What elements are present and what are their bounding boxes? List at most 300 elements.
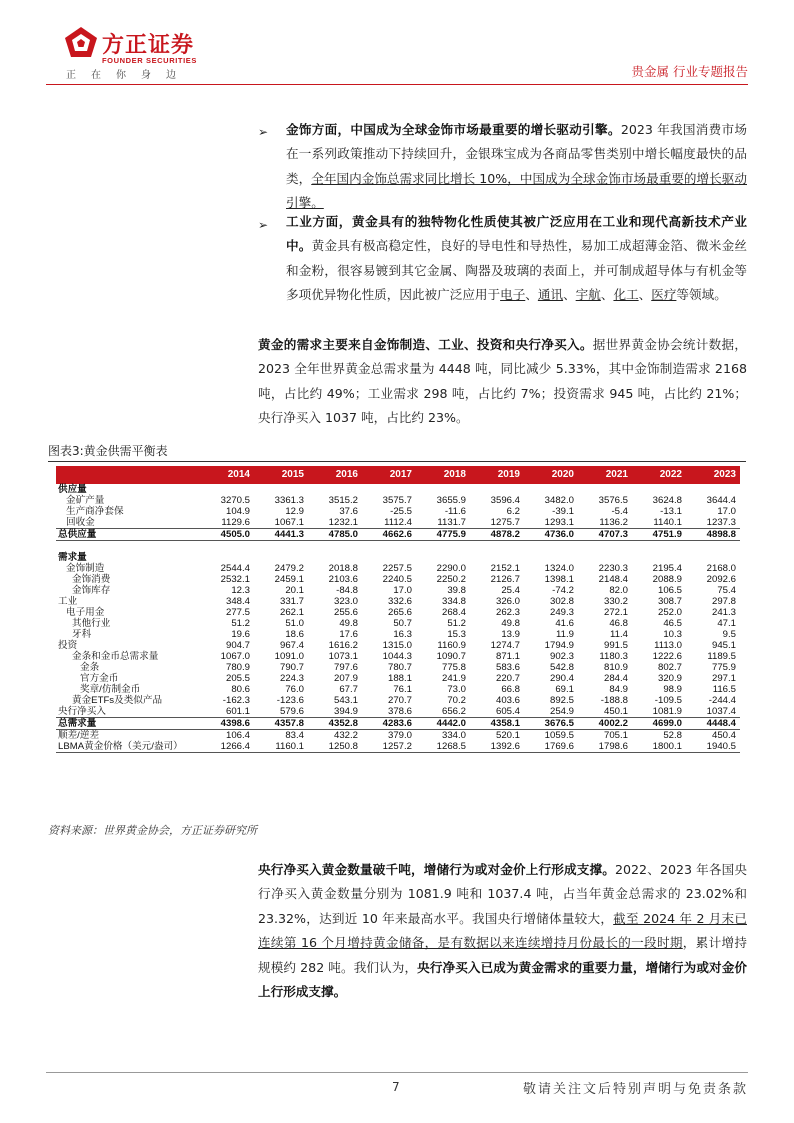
cell-value: -84.8 <box>336 584 358 596</box>
cell-value: 9.5 <box>722 628 736 640</box>
cell-value: 2544.4 <box>220 562 250 574</box>
cell-value: 4785.0 <box>308 529 362 541</box>
cell-value: 2230.3 <box>598 562 628 574</box>
cell-value: 12.3 <box>231 584 250 596</box>
cell-value: 1113.0 <box>654 639 682 651</box>
table-row <box>56 695 740 706</box>
row-label: 金饰库存 <box>72 584 111 596</box>
cell-value: 1794.9 <box>544 639 574 651</box>
row-label: 央行净买入 <box>58 705 106 717</box>
table-row <box>56 517 740 529</box>
header-year: 2015 <box>254 466 308 484</box>
report-category: 贵金属 行业专题报告 <box>631 64 748 79</box>
cell-value: 967.4 <box>279 639 304 651</box>
cell-value: 249.3 <box>549 606 574 618</box>
central-bank-paragraph <box>258 858 747 1004</box>
header-year: 2019 <box>470 466 524 484</box>
row-label: 金矿产量 <box>66 495 105 506</box>
cell-value: 1067.1 <box>274 517 304 528</box>
cell-value: 241.3 <box>711 606 736 618</box>
cell-value: 73.0 <box>447 683 466 695</box>
cell-value: 1398.1 <box>544 573 574 585</box>
cell-value: 403.6 <box>495 694 520 706</box>
cell-value: 17.6 <box>339 628 358 640</box>
cell-value: 656.2 <box>441 705 466 717</box>
cell-value: 2532.1 <box>220 573 250 585</box>
cell-value: 297.1 <box>711 672 736 684</box>
cell-value: 3575.7 <box>382 495 412 506</box>
table-row <box>56 563 740 574</box>
cell-value: 17.0 <box>717 506 736 517</box>
cell-value: 450.1 <box>603 705 628 717</box>
cell-value: 1160.9 <box>437 639 466 651</box>
cell-value: 3655.9 <box>436 495 466 506</box>
cell-value: -188.8 <box>600 694 628 706</box>
cell-value: 334.0 <box>441 729 466 741</box>
logo-english-name: FOUNDER SECURITIES <box>102 56 197 65</box>
cell-value: 41.6 <box>555 617 574 629</box>
table-row <box>56 618 740 629</box>
disclaimer-link[interactable]: 敬请关注文后特别声明与免责条款 <box>522 1082 748 1097</box>
cell-value: -13.1 <box>660 506 682 517</box>
spacer-row <box>56 541 740 552</box>
row-label: 其他行业 <box>72 617 111 629</box>
cell-value: 98.9 <box>663 683 682 695</box>
cell-value: 76.1 <box>393 683 412 695</box>
cell-value: 3624.8 <box>652 495 682 506</box>
cell-value: 2168.0 <box>706 562 736 574</box>
cell-value: 1112.4 <box>384 517 412 528</box>
cell-value: 12.9 <box>285 506 304 517</box>
industry-aerospace: 宇航 <box>575 287 601 303</box>
row-label: 电子用金 <box>66 606 105 618</box>
cell-value: 106.4 <box>225 729 250 741</box>
cell-value: 450.4 <box>711 729 736 741</box>
header-year: 2020 <box>524 466 578 484</box>
industry-medical: 医疗 <box>651 287 677 303</box>
table-body <box>56 484 740 752</box>
cell-value: 262.1 <box>279 606 304 618</box>
cell-value: 3644.4 <box>706 495 736 506</box>
header-year: 2022 <box>632 466 686 484</box>
cell-value: 116.5 <box>712 683 736 695</box>
section-label: 供应量 <box>58 484 87 495</box>
cell-value: 265.6 <box>387 606 412 618</box>
cell-value: 1392.6 <box>470 741 524 753</box>
cell-value: 432.2 <box>333 729 358 741</box>
table-title: 图表3:黄金供需平衡表 <box>48 444 168 458</box>
cell-value: 1059.5 <box>544 729 574 741</box>
cell-value: 1160.1 <box>254 741 308 753</box>
cell-value: 583.6 <box>495 661 520 673</box>
cell-value: 50.7 <box>393 617 412 629</box>
cell-value: -25.5 <box>390 506 412 517</box>
cell-value: 1131.7 <box>437 517 466 528</box>
cell-value: 4751.9 <box>632 529 686 541</box>
table-row <box>56 684 740 695</box>
cell-value: 4505.0 <box>200 529 254 541</box>
cell-value: 1044.3 <box>382 650 412 662</box>
cell-value: 3676.5 <box>524 717 578 729</box>
row-label: 回收金 <box>66 517 95 528</box>
cell-value: 75.4 <box>717 584 736 596</box>
cell-value: 17.0 <box>393 584 412 596</box>
cell-value: 2290.0 <box>436 562 466 574</box>
cell-value: 945.1 <box>711 639 736 651</box>
total-row <box>56 529 740 541</box>
header-label-cell <box>56 466 200 484</box>
cell-value: 2195.4 <box>652 562 682 574</box>
cell-value: 284.4 <box>603 672 628 684</box>
cell-value: 241.9 <box>441 672 466 684</box>
cell-value: 1136.2 <box>599 517 628 528</box>
cell-value: 379.0 <box>387 729 412 741</box>
row-label: 官方金币 <box>80 672 119 684</box>
cell-value: 601.1 <box>225 705 250 717</box>
industry-electronics: 电子 <box>500 287 526 303</box>
cell-value: -162.3 <box>222 694 250 706</box>
row-label: 金饰消费 <box>72 573 111 585</box>
row-label: 牙科 <box>72 628 92 640</box>
table-row <box>56 741 740 753</box>
table-row <box>56 662 740 673</box>
cell-value: 207.9 <box>333 672 358 684</box>
cell-value: 802.7 <box>657 661 682 673</box>
cell-value: 308.7 <box>657 595 682 607</box>
cell-value: 2103.6 <box>328 573 358 585</box>
cell-value: 1798.6 <box>578 741 632 753</box>
cell-value: 2479.2 <box>274 562 304 574</box>
cell-value: 4775.9 <box>416 529 470 541</box>
logo-name: 方正证券 <box>102 33 195 58</box>
cell-value: 252.0 <box>657 606 682 618</box>
cell-value: 1275.7 <box>490 517 520 528</box>
table-row <box>56 673 740 684</box>
cell-value: 70.2 <box>447 694 466 706</box>
cell-value: 1129.6 <box>221 517 250 528</box>
central-bank-conclusion: 央行净买入已成为黄金需求的重要力量，增储行为或对金价上行形成支撑。 <box>258 959 748 1000</box>
row-label: 工业 <box>58 595 78 607</box>
cell-value: 2126.7 <box>490 573 520 585</box>
row-label: 总需求量 <box>56 717 200 729</box>
cell-value: 20.1 <box>285 584 304 596</box>
cell-value: 4358.1 <box>470 717 524 729</box>
cell-value: 6.2 <box>506 506 520 517</box>
cell-value: 2088.9 <box>652 573 682 585</box>
cell-value: -109.5 <box>654 694 682 706</box>
cell-value: 3596.4 <box>490 495 520 506</box>
founder-logo-icon <box>64 26 98 58</box>
cell-value: 4699.0 <box>632 717 686 729</box>
cell-value: 904.7 <box>225 639 250 651</box>
cell-value: 11.9 <box>556 628 574 640</box>
cell-value: 1081.9 <box>652 705 682 717</box>
cell-value: 1140.1 <box>653 517 682 528</box>
cell-value: -11.6 <box>444 506 466 517</box>
page-number: 7 <box>392 1080 400 1094</box>
cell-value: 394.9 <box>333 705 358 717</box>
cell-value: 543.1 <box>333 694 358 706</box>
industry-heading: 工业方面，黄金具有的独特物化性质使其被广泛应用在工业和现代高新技术产业中。 <box>286 214 747 254</box>
cell-value: 4357.8 <box>254 717 308 729</box>
cell-value: 262.3 <box>495 606 520 618</box>
cell-value: 11.4 <box>610 628 628 640</box>
row-label: 金条 <box>80 661 100 673</box>
cell-value: 542.8 <box>549 661 574 673</box>
demand-heading: 黄金的需求主要来自金饰制造、工业、投资和央行净买入。 <box>258 337 593 352</box>
cell-value: 297.8 <box>711 595 736 607</box>
cell-value: 4898.8 <box>686 529 740 541</box>
cell-value: -244.4 <box>708 694 736 706</box>
cell-value: 1189.5 <box>707 650 736 662</box>
cell-value: 66.8 <box>501 683 520 695</box>
cell-value: 80.6 <box>231 683 250 695</box>
cell-value: 775.9 <box>711 661 736 673</box>
central-bank-text-2: ，累计增持规模约 282 吨。我们认为， <box>258 935 747 975</box>
cell-value: 39.8 <box>447 584 466 596</box>
cell-value: 268.4 <box>441 606 466 618</box>
cell-value: 51.2 <box>231 617 250 629</box>
cell-value: 25.4 <box>501 584 520 596</box>
cell-value: 797.6 <box>333 661 358 673</box>
cell-value: 332.6 <box>387 595 412 607</box>
cell-value: 4398.6 <box>200 717 254 729</box>
cell-value: 69.1 <box>555 683 574 695</box>
cell-value: 52.8 <box>663 729 682 741</box>
row-label: 奖章/仿制金币 <box>80 683 141 695</box>
cell-value: 37.6 <box>339 506 358 517</box>
cell-value: 4442.0 <box>416 717 470 729</box>
cell-value: 2459.1 <box>274 573 304 585</box>
section-row <box>56 552 740 563</box>
table-row <box>56 629 740 640</box>
cell-value: 49.8 <box>339 617 358 629</box>
cell-value: 4441.3 <box>254 529 308 541</box>
cell-value: 1616.2 <box>328 639 358 651</box>
cell-value: 705.1 <box>603 729 628 741</box>
cell-value: 1037.4 <box>706 705 736 717</box>
cell-value: 1800.1 <box>632 741 686 753</box>
jewelry-heading: 金饰方面，中国成为全球金饰市场最重要的增长驱动引擎。 <box>286 122 621 137</box>
industry-text: 黄金具有极高稳定性，良好的导电性和导热性，易加工成超薄金箔、微米金丝和金粉，很容易镀到其它金属、陶器及玻璃的表面上，并可制成超导体与有机金等多项优异物化性质，因此被广泛应用于 <box>286 238 748 303</box>
cell-value: 76.0 <box>285 683 304 695</box>
cell-value: 1324.0 <box>544 562 574 574</box>
cell-value: 19.6 <box>231 628 250 640</box>
cell-value: 320.9 <box>657 672 682 684</box>
cell-value: 302.8 <box>549 595 574 607</box>
row-label: 顺差/逆差 <box>58 729 100 741</box>
central-bank-text: 2022、2023 年各国央行净买入黄金数量分别为 1081.9 吨和 1037.4 吨，占当年黄金总需求的 23.02%和 23.32%，达到近 10 年来最高水平。我国央行增储体量较大， <box>258 862 748 926</box>
jewelry-paragraph <box>286 118 747 216</box>
cell-value: 4662.6 <box>362 529 416 541</box>
cell-value: 2018.8 <box>328 562 358 574</box>
cell-value: 3270.5 <box>220 495 250 506</box>
cell-value: 1293.1 <box>544 517 574 528</box>
cell-value: 3361.3 <box>274 495 304 506</box>
cell-value: 775.8 <box>441 661 466 673</box>
cell-value: 605.4 <box>495 705 520 717</box>
row-label: 金条和金币总需求量 <box>72 650 159 662</box>
row-label: 总供应量 <box>56 529 200 541</box>
header-year: 2014 <box>200 466 254 484</box>
cell-value: 871.1 <box>495 650 520 662</box>
cell-value: 4878.2 <box>470 529 524 541</box>
cell-value: 2250.2 <box>436 573 466 585</box>
cell-value: -123.6 <box>276 694 304 706</box>
cell-value: 51.2 <box>447 617 466 629</box>
cell-value: 277.5 <box>225 606 250 618</box>
cell-value: 104.9 <box>225 506 250 517</box>
cell-value: 1091.0 <box>274 650 304 662</box>
table-source: 资料来源：世界黄金协会，方正证券研究所 <box>48 824 257 837</box>
cell-value: 290.4 <box>549 672 574 684</box>
table-row <box>56 495 740 506</box>
header-year: 2018 <box>416 466 470 484</box>
cell-value: 83.4 <box>285 729 304 741</box>
cell-value: 2092.6 <box>706 573 736 585</box>
table-row <box>56 574 740 585</box>
cell-value: 46.8 <box>609 617 628 629</box>
cell-value: 1180.3 <box>599 650 628 662</box>
cell-value: 326.0 <box>495 595 520 607</box>
cell-value: 82.0 <box>609 584 628 596</box>
central-bank-highlight: 截至 2024 年 2 月末已连续第 16 个月增持黄金储备，是有数据以来连续增持月份最长的一段时期 <box>258 910 747 951</box>
cell-value: 51.0 <box>285 617 304 629</box>
cell-value: 378.6 <box>387 705 412 717</box>
cell-value: 330.2 <box>603 595 628 607</box>
cell-value: 1222.6 <box>652 650 682 662</box>
cell-value: 1266.4 <box>200 741 254 753</box>
table-row <box>56 506 740 517</box>
cell-value: 47.1 <box>717 617 736 629</box>
cell-value: 254.9 <box>549 705 574 717</box>
header-year: 2016 <box>308 466 362 484</box>
cell-value: 224.3 <box>279 672 304 684</box>
cell-value: 4707.3 <box>578 529 632 541</box>
cell-value: 1232.1 <box>328 517 358 528</box>
industry-chemical: 化工 <box>613 287 639 303</box>
cell-value: 331.7 <box>279 595 304 607</box>
cell-value: 348.4 <box>225 595 250 607</box>
table-row <box>56 596 740 607</box>
table-header-row <box>56 466 740 484</box>
section-row-supply <box>56 484 740 495</box>
row-label: 黄金ETFs及类似产品 <box>72 694 163 706</box>
cell-value: 520.1 <box>495 729 520 741</box>
jewelry-text: 2023 年我国消费市场在一系列政策推动下持续回升，金银珠宝成为各商品零售类别中增长幅度最快的品类， <box>286 122 748 186</box>
cell-value: 991.5 <box>603 639 628 651</box>
cell-value: 46.5 <box>663 617 682 629</box>
cell-value: -74.2 <box>552 584 574 596</box>
cell-value: 84.9 <box>609 683 628 695</box>
cell-value: 272.1 <box>603 606 628 618</box>
cell-value: 2148.4 <box>598 573 628 585</box>
arrow-bullet-icon: ➢ <box>258 218 269 232</box>
cell-value: 67.7 <box>339 683 358 695</box>
cell-value: 4352.8 <box>308 717 362 729</box>
cell-value: 1090.7 <box>436 650 466 662</box>
industry-paragraph: 工业方面，黄金具有的独特物化性质使其被广泛应用在工业和现代高新技术产业中。黄金具有极高稳定性，良好的导电性和导热性，易加工成超薄金箔、微米金丝和金粉，很容易镀到其它金属、陶器及玻璃的表面上，并可制成超导体与有机金等多项优异物化性质，因此被广泛应用于电子、通讯、宇航、化工、医疗等领域。 <box>286 214 748 303</box>
header-year: 2017 <box>362 466 416 484</box>
cell-value: 3576.5 <box>598 495 628 506</box>
cell-value: -5.4 <box>611 506 628 517</box>
table-row <box>56 607 740 618</box>
header-year: 2021 <box>578 466 632 484</box>
jewelry-highlight: 全年国内金饰总需求同比增长 10%，中国成为全球金饰市场最重要的增长驱动引擎。 <box>286 170 747 211</box>
cell-value: 3515.2 <box>328 495 358 506</box>
table-top-rule <box>48 461 746 462</box>
cell-value: 270.7 <box>387 694 412 706</box>
cell-value: 1250.8 <box>308 741 362 753</box>
cell-value: 16.3 <box>393 628 412 640</box>
cell-value: 205.5 <box>225 672 250 684</box>
cell-value: 255.6 <box>333 606 358 618</box>
row-label: 金饰制造 <box>66 562 105 574</box>
arrow-bullet-icon: ➢ <box>258 125 269 139</box>
cell-value: 49.8 <box>501 617 520 629</box>
cell-value: 18.6 <box>285 628 304 640</box>
cell-value: 13.9 <box>501 628 520 640</box>
cell-value: 810.9 <box>603 661 628 673</box>
cell-value: 4002.2 <box>578 717 632 729</box>
cell-value: 188.1 <box>387 672 412 684</box>
gold-supply-demand-table <box>56 466 740 753</box>
row-label: LBMA黄金价格（美元/盎司） <box>56 741 200 753</box>
cell-value: 15.3 <box>447 628 466 640</box>
cell-value: 10.3 <box>663 628 682 640</box>
cell-value: 579.6 <box>279 705 304 717</box>
row-label: 生产商净套保 <box>66 506 124 517</box>
cell-value: 790.7 <box>279 661 304 673</box>
cell-value: 2240.5 <box>382 573 412 585</box>
cell-value: 1073.1 <box>328 650 358 662</box>
header-divider <box>46 84 748 85</box>
demand-paragraph <box>258 333 747 431</box>
cell-value: 1237.3 <box>706 517 736 528</box>
cell-value: 334.8 <box>441 595 466 607</box>
demand-text: 据世界黄金协会统计数据，2023 全年世界黄金总需求量为 4448 吨，同比减少 5.33%，其中金饰制造需求 2168 吨，占比约 49%；工业需求 298 吨，占比约 7%；投资需求 945 吨，占比约 21%；央行净买入 1037 吨，占比约 23%。 <box>258 337 748 426</box>
cell-value: 323.0 <box>333 595 358 607</box>
cell-value: 902.3 <box>549 650 574 662</box>
cell-value: 220.7 <box>495 672 520 684</box>
cell-value: 780.9 <box>225 661 250 673</box>
slogan: 正在你身边 <box>66 70 191 81</box>
cell-value: 1274.7 <box>490 639 520 651</box>
section-label: 需求量 <box>58 551 87 563</box>
footer-divider <box>46 1072 748 1073</box>
cell-value: 2152.1 <box>490 562 520 574</box>
cell-value: 1257.2 <box>362 741 416 753</box>
cell-value: 1940.5 <box>686 741 740 753</box>
cell-value: 1769.6 <box>524 741 578 753</box>
table-row <box>56 640 740 651</box>
cell-value: 4283.6 <box>362 717 416 729</box>
cell-value: 2257.5 <box>382 562 412 574</box>
cell-value: 3482.0 <box>544 495 574 506</box>
cell-value: -39.1 <box>552 506 574 517</box>
cell-value: 780.7 <box>387 661 412 673</box>
cell-value: 892.5 <box>549 694 574 706</box>
row-label: 投资 <box>58 639 78 651</box>
cell-value: 1067.0 <box>220 650 250 662</box>
table-row <box>56 651 740 662</box>
cell-value: 1268.5 <box>416 741 470 753</box>
total-row <box>56 717 740 729</box>
cell-value: 1315.0 <box>382 639 412 651</box>
table-row <box>56 706 740 718</box>
table-row <box>56 585 740 596</box>
header-year: 2023 <box>686 466 740 484</box>
